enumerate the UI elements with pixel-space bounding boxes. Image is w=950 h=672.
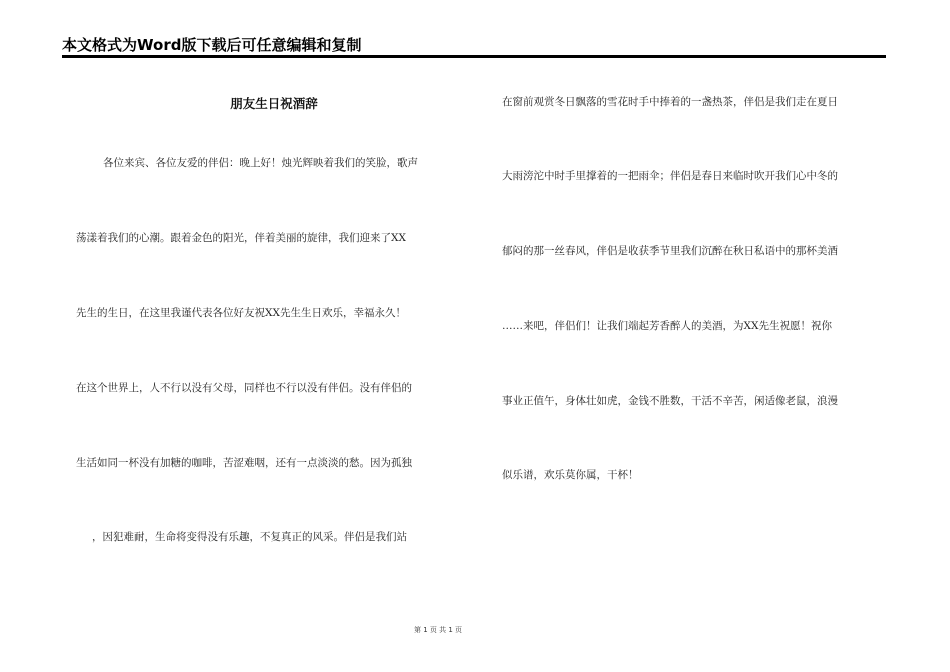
paragraph-line: ……来吧，伴侣们！让我们端起芳香醉人的美酒，为XX先生祝愿！祝你	[502, 320, 832, 332]
paragraph-line: 在这个世界上，人不行以没有父母，同样也不行以没有伴侣。没有伴侣的	[76, 382, 412, 394]
paragraph-line: 大雨滂沱中时手里撑着的一把雨伞；伴侣是春日来临时吹开我们心中冬的	[502, 170, 838, 182]
document-title: 朋友生日祝酒辞	[230, 96, 318, 111]
paragraph-line: 似乐谱，欢乐莫你属，干杯！	[502, 469, 639, 481]
paragraph-line: 生活如同一杯没有加糖的咖啡，苦涩难咽，还有一点淡淡的愁。因为孤独	[76, 457, 412, 469]
paragraph-line: ，因犯难耐，生命将变得没有乐趣，不复真正的风采。伴侣是我们站	[92, 531, 407, 543]
paragraph-line: 事业正值午，身体壮如虎，金钱不胜数，干活不辛苦，闲适像老鼠，浪漫	[502, 395, 838, 407]
paragraph-line: 在窗前观赏冬日飘落的雪花时手中捧着的一盏热茶，伴侣是我们走在夏日	[502, 96, 838, 108]
header-divider	[62, 55, 886, 58]
paragraph-line: 各位来宾、各位友爱的伴侣：晚上好！烛光辉映着我们的笑脸，歌声	[103, 157, 418, 169]
document-header-banner: 本文格式为Word版下载后可任意编辑和复制	[62, 36, 362, 54]
page-number-footer: 第 1 页 共 1 页	[413, 626, 463, 634]
paragraph-line: 先生的生日，在这里我谨代表各位好友祝XX先生生日欢乐，幸福永久！	[76, 307, 406, 319]
paragraph-line: 荡漾着我们的心潮。跟着金色的阳光，伴着美丽的旋律，我们迎来了XX	[76, 232, 406, 244]
paragraph-line: 郁闷的那一丝春风，伴侣是收获季节里我们沉醉在秋日私语中的那杯美酒	[502, 245, 838, 257]
